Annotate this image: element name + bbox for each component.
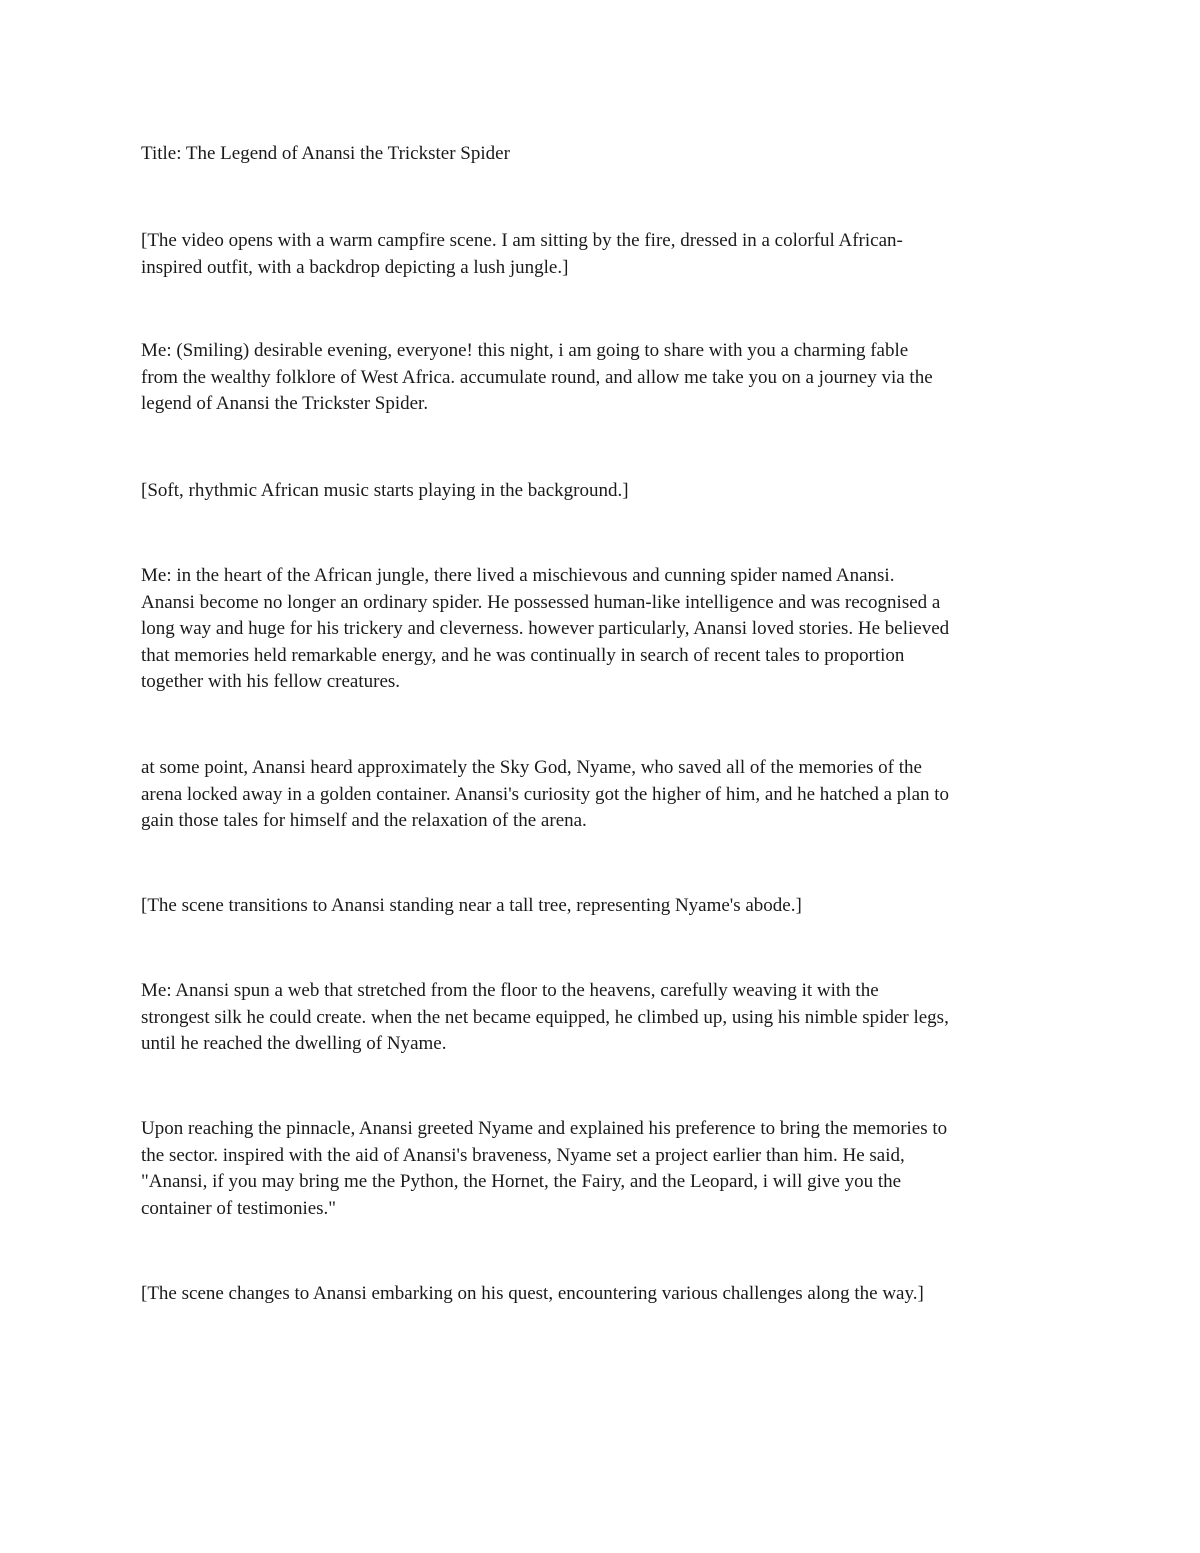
title-line: Title: The Legend of Anansi the Trickster Spider [141,143,510,164]
paragraph-line: [The scene transitions to Anansi standing near a tall tree, representing Nyame's abode.] [141,895,802,916]
paragraph-line: [Soft, rhythmic African music starts playing in the background.] [141,480,629,501]
paragraph-line: Me: in the heart of the African jungle, there lived a mischievous and cunning spider named Anansi. [141,565,895,586]
paragraph-quest [141,1281,1066,1308]
paragraph-music-cue [141,478,1066,505]
paragraph-line: Me: (Smiling) desirable evening, everyone! this night, i am going to share with you a charming fable [141,340,909,361]
paragraph-web [141,978,1066,1058]
paragraph-line: inspired outfit, with a backdrop depicting a lush jungle.] [141,256,569,278]
paragraph-line: long way and huge for his trickery and cleverness. however particularly, Anansi loved stories. He believed [141,618,950,639]
paragraph-campfire-scene [141,228,1066,281]
paragraph-line: Anansi become no longer an ordinary spider. He possessed human-like intelligence and was recognised a [141,591,941,613]
paragraph-line: together with his fellow creatures. [141,671,401,692]
paragraph-line: from the wealthy folklore of West Africa. accumulate round, and allow me take you on a journey via the [141,366,933,388]
paragraph-line: the sector. inspired with the aid of Anansi's braveness, Nyame set a project earlier than him. He said, [141,1144,905,1166]
paragraph-line: gain those tales for himself and the relaxation of the arena. [141,810,587,831]
paragraph-line: [The video opens with a warm campfire scene. I am sitting by the fire, dressed in a colorful African- [141,230,903,251]
paragraph-line: that memories held remarkable energy, and he was continually in search of recent tales to proportion [141,644,905,666]
paragraph-scene-transition [141,893,1066,920]
paragraph-line: Upon reaching the pinnacle, Anansi greeted Nyame and explained his preference to bring the memories to [141,1118,948,1139]
document-title [141,141,1066,168]
paragraph-line: "Anansi, if you may bring me the Python, the Hornet, the Fairy, and the Leopard, i will give you the [141,1171,902,1192]
paragraph-challenge [141,1116,1066,1222]
paragraph-line: at some point, Anansi heard approximately the Sky God, Nyame, who saved all of the memories of the [141,757,922,778]
paragraph-line: container of testimonies." [141,1197,337,1219]
paragraph-line: arena locked away in a golden container. Anansi's curiosity got the higher of him, and he hatched a plan to [141,783,950,805]
paragraph-line: [The scene changes to Anansi embarking on his quest, encountering various challenges along the way.] [141,1283,924,1304]
paragraph-anansi-description [141,563,1066,696]
paragraph-line: until he reached the dwelling of Nyame. [141,1033,447,1054]
paragraph-sky-god [141,755,1066,835]
paragraph-line: strongest silk he could create. when the net became equipped, he climbed up, using his nimble spider legs, [141,1006,949,1028]
paragraph-line: legend of Anansi the Trickster Spider. [141,393,429,414]
paragraph-line: Me: Anansi spun a web that stretched from the floor to the heavens, carefully weaving it with the [141,980,879,1001]
paragraph-intro [141,338,1066,418]
